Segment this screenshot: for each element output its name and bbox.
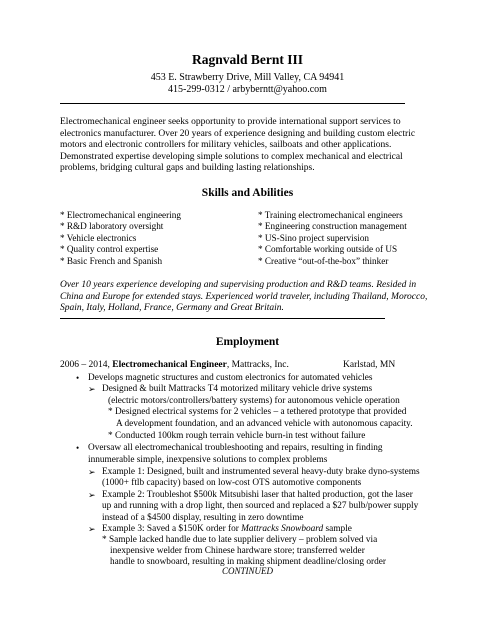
duty-line: * Conducted 100km rough terrain vehicle burn-in test without failure bbox=[108, 431, 366, 441]
bullet-icon: • bbox=[76, 443, 80, 453]
skills-list-left bbox=[60, 210, 181, 267]
duty-line: instead of a $4500 display, resulting in zero downtime bbox=[102, 513, 304, 523]
employment-heading: Employment bbox=[215, 336, 280, 348]
duty-line: Designed & built Mattracks T4 motorized military vehicle drive systems bbox=[102, 384, 373, 394]
example-text: Example 3: Saved a $150K order for bbox=[102, 524, 242, 534]
product-name: Mattracks Snowboard bbox=[241, 524, 324, 534]
skill-item: * Quality control expertise bbox=[60, 244, 159, 255]
skills-heading: Skills and Abilities bbox=[201, 187, 294, 199]
address: 453 E. Strawberry Drive, Mill Valley, CA 94941 bbox=[150, 72, 345, 83]
duty-line: innumerable simple, inexpensive solutions to complex problems bbox=[88, 455, 328, 465]
skill-item: * Electromechanical engineering bbox=[60, 210, 181, 220]
duty-line: handle to snowboard, resulting in making shipment deadline/closing order bbox=[110, 557, 387, 567]
skill-item: * Comfortable working outside of US bbox=[258, 244, 398, 255]
skills-divider bbox=[60, 318, 385, 319]
skill-item: * Basic French and Spanish bbox=[60, 255, 163, 266]
job-company: , Mattracks, Inc. bbox=[226, 360, 289, 370]
continued-label: CONTINUED bbox=[221, 566, 273, 576]
job-title: Electromechanical Engineer bbox=[112, 360, 227, 370]
skills-list-right bbox=[258, 210, 407, 267]
duty-line bbox=[102, 524, 352, 535]
duty-line: Example 1: Designed, built and instrumented several heavy-duty brake dyno-systems bbox=[102, 467, 420, 477]
duty-line: up and running with a drop light, then sourced and replaced a $27 bulb/power supply bbox=[102, 501, 419, 511]
job-header bbox=[60, 360, 396, 370]
job-dates: 2006 – 2014, bbox=[60, 360, 110, 370]
arrow-bullet-icon: ➢ bbox=[88, 490, 96, 500]
header-divider bbox=[60, 103, 405, 104]
duty-line: inexpensive welder from Chinese hardware store; transferred welder bbox=[110, 546, 365, 556]
summary-paragraph: Electromechanical engineer seeks opportunity to provide international support services to electronics manufacturer. Over 20 years of experience designing and building custom electric motors and electronic controllers for military vehicles, sailboats and other applications. Demonstrated expertise developing simple solutions to complex mechanical and electrical problems, bridging cultural gaps and building lasting relationships. bbox=[60, 117, 416, 174]
duty-line: (1000+ ftlb capacity) based on low-cost OTS automotive components bbox=[102, 478, 362, 488]
example-text-end: sample bbox=[323, 524, 352, 534]
duty-line: Example 2: Troubleshot $500k Mitsubishi laser that halted production, got the laser bbox=[102, 490, 413, 500]
job-location: Karlstad, MN bbox=[343, 360, 396, 370]
duty-line: A development foundation, and an advanced vehicle with autonomous capacity. bbox=[116, 419, 413, 429]
skill-item: * US-Sino project supervision bbox=[258, 232, 370, 243]
skill-item: * Training electromechanical engineers bbox=[258, 210, 403, 220]
bullet-icon: • bbox=[76, 373, 80, 383]
contact-info: 415-299-0312 / arbyberntt@yahoo.com bbox=[168, 84, 327, 95]
duty-line: (electric motors/controllers/battery systems) for autonomous vehicle operation bbox=[108, 396, 400, 406]
duty-line: * Designed electrical systems for 2 vehicles – a tethered prototype that provided bbox=[108, 407, 407, 417]
skill-item: * Vehicle electronics bbox=[60, 232, 137, 243]
duty-line: Oversaw all electromechanical troubleshooting and repairs, resulting in finding bbox=[88, 443, 383, 453]
duty-line: * Sample lacked handle due to late supplier delivery – problem solved via bbox=[102, 535, 378, 545]
candidate-name: Ragnvald Bernt III bbox=[191, 52, 304, 67]
duty-line: Develops magnetic structures and custom electronics for automated vehicles bbox=[88, 373, 373, 383]
arrow-bullet-icon: ➢ bbox=[88, 524, 96, 534]
arrow-bullet-icon: ➢ bbox=[88, 384, 96, 394]
skill-item: * Engineering construction management bbox=[258, 221, 407, 232]
arrow-bullet-icon: ➢ bbox=[88, 467, 96, 477]
skill-item: * Creative “out-of-the-box” thinker bbox=[258, 255, 389, 266]
skill-item: * R&D laboratory oversight bbox=[60, 221, 164, 232]
experience-note: Over 10 years experience developing and supervising production and R&D teams. Resided in China and Europe for extended stays. Experienced world traveler, including Thailand, Morocco, Spain, Italy, Holland, France, Germany and Great Britain. bbox=[60, 280, 428, 313]
